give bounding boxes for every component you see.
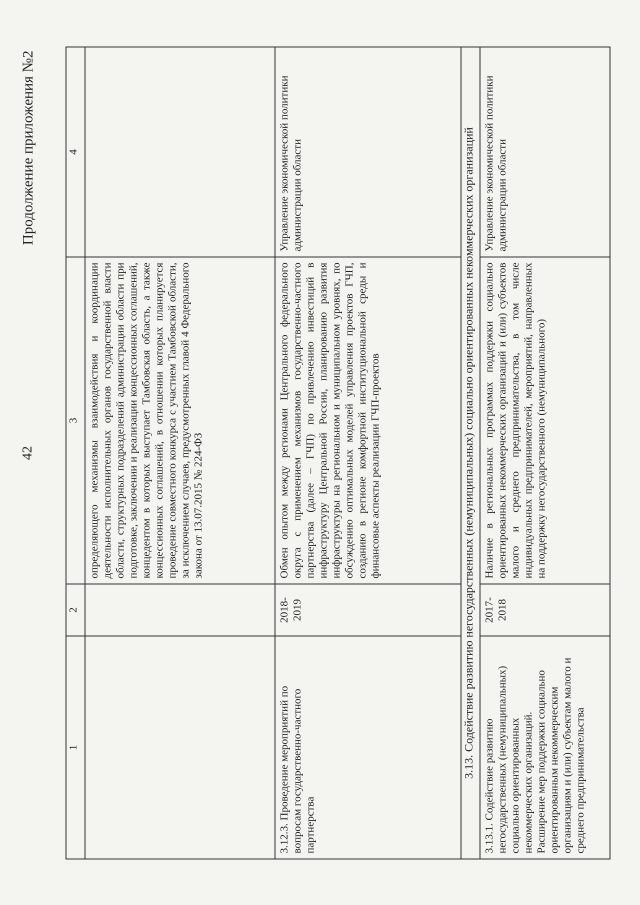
measures-table	[65, 46, 610, 859]
cell-years: 2017-2018	[480, 584, 610, 636]
measure-title: 3.13.1. Содействие развитию негосударственных (немуниципальных) социально ориентированных некоммерческих организаций.	[483, 665, 534, 853]
table-row	[480, 47, 610, 859]
header-cell: 3	[66, 257, 85, 584]
header-cell: 1	[66, 636, 85, 859]
cell-years	[85, 584, 275, 636]
cell-description: Наличие в региональных программах поддержки социально ориентированных некоммерческих организаций и (или) субъектов малого и среднего предпринимательства, в том числе индивидуальных предпринимателей, мероприятий, направленных на поддержку негосударственного (немуниципального)	[480, 257, 610, 584]
measure-extension: Расширение мер поддержки социально ориентированным некоммерческим организациям и (или) субъектам малого и среднего предпринимательства	[535, 657, 586, 853]
cell-description: Обмен опытом между регионами Центрального федерального округа с применением механизмов государственно-частного партнерства (далее – ГЧП) по привлечению инвестиций в инфраструктуру Центральной России, планированию развития инфраструктуры на региональном и муниципальном уровнях, по обсуждению оптимальных моделей управления проектов ГЧП, созданию в регионе комфортной институциональной среды и финансовые аспекты реализации ГЧП-проектов	[275, 257, 461, 584]
cell-measure	[480, 636, 610, 859]
cell-responsible: Управление экономической политики администрации области	[480, 47, 610, 257]
cell-description: определяющего механизмы взаимодействия и координации деятельности исполнительных органов государственной власти области, структурных подразделений администрации области при подготовке, заключении и реализации концессионных соглашений, концедентом в которых выступает Тамбовская область, а также концессионных соглашений, в отношении которых планируется проведение совместного конкурса с участием Тамбовской области, за исключением случаев, предусмотренных главой 4 Федерального закона от 13.07.2015 № 224-ФЗ	[85, 257, 275, 584]
continuation-label: Продолжение приложения №2	[20, 50, 36, 245]
table-row	[85, 47, 275, 859]
cell-measure: 3.12.3. Проведение мероприятий по вопросам государственно-частного партнерства	[275, 636, 461, 859]
page-number: 42	[20, 445, 35, 460]
cell-years: 2018-2019	[275, 584, 461, 636]
header-cell: 2	[66, 584, 85, 636]
table-row	[275, 47, 461, 859]
header-cell: 4	[66, 47, 85, 257]
section-title: 3.13. Содействие развитию негосударственных (немуниципальных) социально ориентированных некоммерческих организаций	[461, 47, 480, 859]
cell-responsible	[85, 47, 275, 257]
cell-responsible: Управление экономической политики администрации области	[275, 47, 461, 257]
table-header-row	[66, 47, 85, 859]
cell-measure	[85, 636, 275, 859]
section-row	[461, 47, 480, 859]
